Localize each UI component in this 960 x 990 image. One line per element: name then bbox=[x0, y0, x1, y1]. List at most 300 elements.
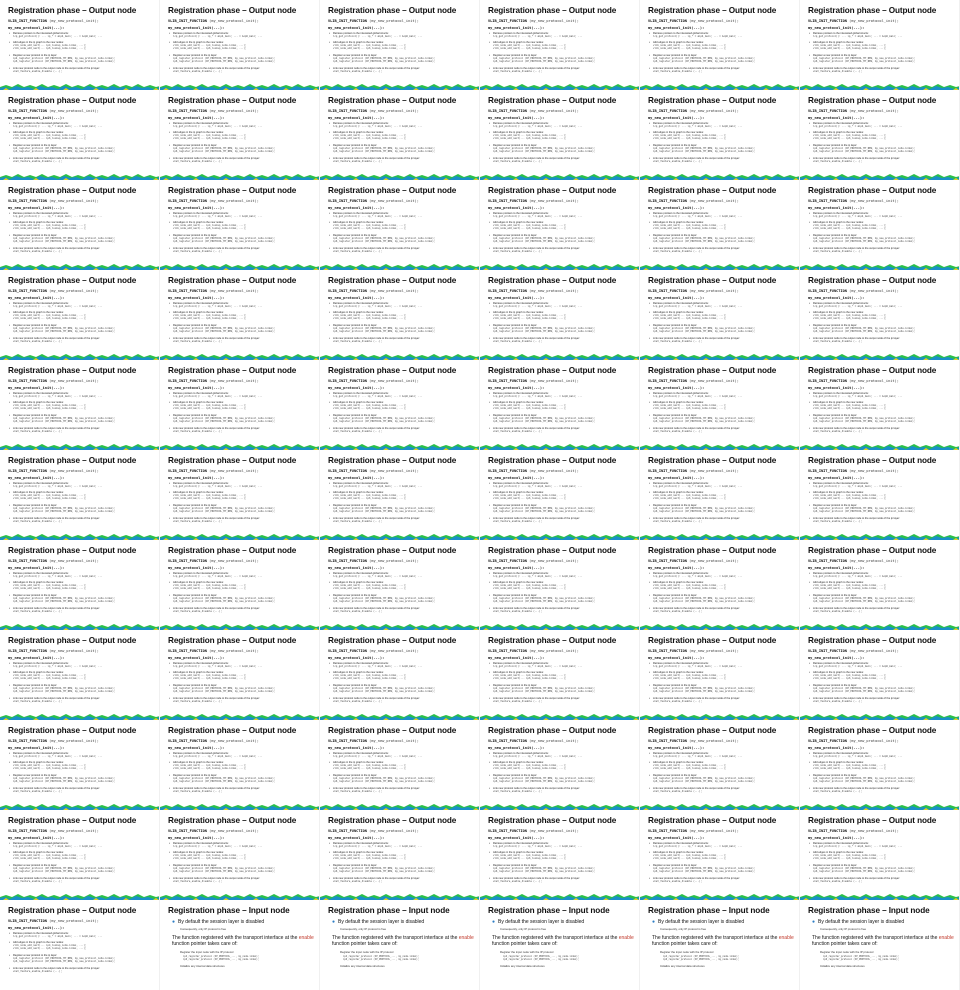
code-line: vlib_node_add_next(... ip4_lookup_node.index, ...); bbox=[493, 584, 567, 588]
bullet-register-protocol bbox=[493, 594, 633, 603]
slide-output-node[interactable] bbox=[0, 360, 160, 450]
bullet-text: Register a new protocol to the ip layer: bbox=[493, 414, 538, 417]
slide-output-node[interactable] bbox=[800, 180, 960, 270]
bullet-link-output bbox=[13, 967, 153, 973]
bullet-retrieve-pointers bbox=[813, 482, 953, 488]
bullet-add-edges bbox=[13, 131, 153, 140]
slide-title: Registration phase – Output node bbox=[168, 6, 297, 15]
slide-output-node[interactable] bbox=[800, 810, 960, 900]
slide-output-node[interactable] bbox=[640, 360, 800, 450]
bullet-register-protocol bbox=[13, 504, 153, 513]
slide-output-node[interactable] bbox=[160, 360, 320, 450]
slide-input-node[interactable] bbox=[800, 900, 960, 990]
slide-output-node[interactable] bbox=[640, 270, 800, 360]
code-line: vlib_node_add_next(... ip4_lookup_node.index, ...); bbox=[813, 404, 887, 408]
slide-output-node[interactable] bbox=[320, 450, 480, 540]
bullet-text: Add edges in the ip graph to the new nodes: bbox=[493, 581, 544, 584]
bullet-add-edges bbox=[173, 491, 313, 500]
bullet-add-edges bbox=[493, 491, 633, 500]
init-macro bbox=[328, 649, 419, 653]
bullet-text: Add edges in the ip graph to the new nodes: bbox=[173, 581, 224, 584]
slide-output-node[interactable] bbox=[480, 180, 640, 270]
bullet-text: Link new protocol node to the output node to the output node of the ip layer: bbox=[173, 67, 260, 70]
slide-output-node[interactable] bbox=[480, 810, 640, 900]
code-line: vlib_node_add_next(... ip6_lookup_node.index, ...); bbox=[493, 47, 567, 51]
slide-output-node[interactable] bbox=[800, 90, 960, 180]
init-macro-name: VLIB_INIT_FUNCTION bbox=[328, 19, 367, 23]
slide-title: Registration phase – Output node bbox=[8, 6, 137, 15]
slide-output-node[interactable] bbox=[160, 0, 320, 90]
bullet-link-output bbox=[813, 607, 953, 613]
init-function-name: my_new_protocol_init(...): bbox=[488, 26, 545, 30]
code-block bbox=[183, 955, 259, 961]
slide-output-node[interactable] bbox=[160, 90, 320, 180]
init-macro-arg: (my_new_protocol_init); bbox=[369, 379, 419, 383]
slide-output-node[interactable] bbox=[640, 90, 800, 180]
code-line: vlib_node_add_next(... ip4_lookup_node.index, ...); bbox=[13, 494, 87, 498]
init-macro-arg: (my_new_protocol_init); bbox=[49, 919, 99, 923]
init-function-name: my_new_protocol_init(...): bbox=[328, 296, 385, 300]
slide-title: Registration phase – Output node bbox=[488, 816, 617, 825]
bullet-link-output bbox=[493, 877, 633, 883]
code-line: vlib_node_add_next(... ip6_lookup_node.index, ...); bbox=[493, 767, 567, 771]
code-line: ip4_register_protocol (IP_PROTOCOL_..., my_node.index); bbox=[663, 955, 740, 958]
bullet-register-protocol bbox=[653, 504, 793, 513]
slide-title: Registration phase – Output node bbox=[488, 6, 617, 15]
bullet-add-edges bbox=[333, 401, 473, 410]
slide-output-node[interactable] bbox=[480, 0, 640, 90]
init-function-name: my_new_protocol_init(...): bbox=[808, 566, 865, 570]
bullet-text: Register a new protocol to the ip layer: bbox=[173, 684, 218, 687]
slide-output-node[interactable] bbox=[320, 630, 480, 720]
code-line: vlib_node_add_next(... ip4_lookup_node.index, ...); bbox=[13, 584, 87, 588]
bullet-register-protocol bbox=[13, 774, 153, 783]
slide-output-node[interactable] bbox=[640, 180, 800, 270]
bullet-text: Add edges in the ip graph to the new nodes: bbox=[493, 311, 544, 314]
code-line: ip6_register_protocol (IP_PROTOCOL_MY_NEW, my_new_protocol_node.index); bbox=[493, 60, 596, 64]
slide-output-node[interactable] bbox=[800, 360, 960, 450]
slide-output-node[interactable] bbox=[160, 270, 320, 360]
slide-output-node[interactable] bbox=[0, 270, 160, 360]
code-line: ip6_register_protocol (IP_PROTOCOL_MY_NEW, my_new_protocol_node.index); bbox=[13, 60, 116, 64]
slide-output-node[interactable] bbox=[160, 810, 320, 900]
bullet-retrieve-pointers bbox=[653, 392, 793, 398]
init-macro-name: VLIB_INIT_FUNCTION bbox=[808, 199, 847, 203]
slide-title: Registration phase – Output node bbox=[488, 96, 617, 105]
slide-output-node[interactable] bbox=[800, 630, 960, 720]
init-macro-name: VLIB_INIT_FUNCTION bbox=[488, 379, 527, 383]
bullet-text: Link new protocol node to the output node to the output node of the ip layer: bbox=[813, 517, 900, 520]
init-macro-name: VLIB_INIT_FUNCTION bbox=[488, 559, 527, 563]
code-line: ip6_register_protocol (IP_PROTOCOL_MY_NEW, my_new_protocol_node.index); bbox=[813, 780, 916, 784]
init-macro bbox=[648, 289, 739, 293]
code-line: vlib_node_add_next(... ip6_lookup_node.index, ...); bbox=[813, 857, 887, 861]
init-function-name: my_new_protocol_init(...): bbox=[648, 836, 705, 840]
init-macro-arg: (my_new_protocol_init); bbox=[49, 469, 99, 473]
code-line: ip6_register_protocol (IP_PROTOCOL_MY_NEW, my_new_protocol_node.index); bbox=[173, 420, 276, 424]
slide-input-node[interactable] bbox=[640, 900, 800, 990]
init-macro bbox=[808, 199, 899, 203]
init-function-name: my_new_protocol_init(...): bbox=[168, 566, 225, 570]
code-line: ip4_register_protocol (IP_PROTOCOL_MY_NEW, my_new_protocol_node.index); bbox=[493, 867, 596, 871]
init-macro-name: VLIB_INIT_FUNCTION bbox=[488, 739, 527, 743]
bullet-text: Register a new protocol to the ip layer: bbox=[333, 504, 378, 507]
init-function-name: my_new_protocol_init(...): bbox=[808, 836, 865, 840]
code-line: vlib_node_add_next(... ip6_lookup_node.index, ...); bbox=[173, 407, 247, 411]
code-line: ip4_register_protocol (IP_PROTOCOL_MY_NEW, my_new_protocol_node.index); bbox=[813, 867, 916, 871]
init-function-name: my_new_protocol_init(...): bbox=[488, 566, 545, 570]
slide-output-node[interactable] bbox=[0, 0, 160, 90]
init-function-name: my_new_protocol_init(...): bbox=[648, 386, 705, 390]
init-macro-arg: (my_new_protocol_init); bbox=[849, 829, 899, 833]
init-macro-name: VLIB_INIT_FUNCTION bbox=[328, 739, 367, 743]
init-function-name: my_new_protocol_init(...): bbox=[488, 656, 545, 660]
code-line: lcp_get_protocol(): ... ip_* = &ip4_main; ... = &ip6_main; ... bbox=[813, 845, 903, 849]
slide-output-node[interactable] bbox=[0, 450, 160, 540]
slide-output-node[interactable] bbox=[160, 630, 320, 720]
slide-input-node[interactable] bbox=[160, 900, 320, 990]
bullet-retrieve-pointers bbox=[333, 842, 473, 848]
bullet-text: Retrieve pointers to the interested global structs: bbox=[813, 392, 869, 395]
code-line: vlib_node_add_next(... ip6_lookup_node.index, ...); bbox=[813, 47, 887, 51]
bullet-text: Add edges in the ip graph to the new nodes: bbox=[493, 221, 544, 224]
slide-output-node[interactable] bbox=[0, 630, 160, 720]
slide-output-node[interactable] bbox=[800, 270, 960, 360]
init-macro-name: VLIB_INIT_FUNCTION bbox=[328, 379, 367, 383]
code-line: ip4_register_protocol (IP_PROTOCOL_MY_NEW, my_new_protocol_node.index); bbox=[493, 687, 596, 691]
slide-output-node[interactable] bbox=[320, 540, 480, 630]
init-macro-name: VLIB_INIT_FUNCTION bbox=[648, 829, 687, 833]
bullet-link-output bbox=[493, 337, 633, 343]
bullet-text: Link new protocol node to the output node to the output node of the ip layer: bbox=[333, 247, 420, 250]
slide-output-node[interactable] bbox=[0, 810, 160, 900]
bullet-link-output bbox=[173, 877, 313, 883]
code-line: ip6_register_protocol (IP_PROTOCOL_MY_NEW, my_new_protocol_node.index); bbox=[813, 420, 916, 424]
bullet-retrieve-pointers bbox=[653, 32, 793, 38]
init-macro-arg: (my_new_protocol_init); bbox=[529, 829, 579, 833]
slide-output-node[interactable] bbox=[800, 450, 960, 540]
bullet-register-protocol bbox=[333, 594, 473, 603]
code-line: lcp_get_protocol(): ... ip_* = &ip4_main; ... = &ip6_main; ... bbox=[13, 35, 103, 39]
code-line: vlib_node_add_next(... ip6_lookup_node.index, ...); bbox=[173, 497, 247, 501]
code-line: vnet_feature_enable_disable (...); bbox=[333, 430, 382, 434]
code-line: ip6_register_protocol (IP_PROTOCOL_MY_NEW, my_new_protocol_node.index); bbox=[813, 330, 916, 334]
bullet-text: Add edges in the ip graph to the new nodes: bbox=[653, 671, 704, 674]
bullet-retrieve-pointers bbox=[493, 122, 633, 128]
slide-input-node[interactable] bbox=[320, 900, 480, 990]
slide-output-node[interactable] bbox=[320, 90, 480, 180]
slide-output-node[interactable] bbox=[640, 720, 800, 810]
init-macro-arg: (my_new_protocol_init); bbox=[369, 559, 419, 563]
slide-title: Registration phase – Output node bbox=[8, 906, 137, 915]
code-line: vnet_feature_enable_disable (...); bbox=[653, 790, 702, 794]
code-line: lcp_get_protocol(): ... ip_* = &ip4_main; ... = &ip6_main; ... bbox=[173, 755, 263, 759]
bullet-text: Link new protocol node to the output node to the output node of the ip layer: bbox=[13, 427, 100, 430]
slide-output-node[interactable] bbox=[640, 0, 800, 90]
bullet-add-edges bbox=[493, 761, 633, 770]
bullet-text: Retrieve pointers to the interested global structs: bbox=[493, 392, 549, 395]
slide-output-node[interactable] bbox=[800, 0, 960, 90]
code-line: vlib_node_add_next(... ip4_lookup_node.index, ...); bbox=[13, 764, 87, 768]
init-macro-name: VLIB_INIT_FUNCTION bbox=[648, 469, 687, 473]
bullet-link-output bbox=[813, 67, 953, 73]
slide-output-node[interactable] bbox=[0, 900, 160, 990]
bullet-text: Register a new protocol to the ip layer: bbox=[653, 504, 698, 507]
slide-output-node[interactable] bbox=[0, 540, 160, 630]
bullet-text: Retrieve pointers to the interested global structs: bbox=[173, 482, 229, 485]
slide-output-node[interactable] bbox=[800, 720, 960, 810]
init-macro-arg: (my_new_protocol_init); bbox=[529, 109, 579, 113]
code-line: ip6_register_protocol (IP_PROTOCOL_MY_NEW, my_new_protocol_node.index); bbox=[13, 960, 116, 964]
code-line: ip6_register_protocol (IP_PROTOCOL_MY_NEW, my_new_protocol_node.index); bbox=[653, 600, 756, 604]
code-line: vlib_node_add_next(... ip6_lookup_node.index, ...); bbox=[173, 47, 247, 51]
init-macro bbox=[488, 379, 579, 383]
code-line: vlib_node_add_next(... ip4_lookup_node.index, ...); bbox=[13, 404, 87, 408]
bullet-text: Link new protocol node to the output node to the output node of the ip layer: bbox=[333, 607, 420, 610]
slide-output-node[interactable] bbox=[320, 720, 480, 810]
code-line: vlib_node_add_next(... ip4_lookup_node.index, ...); bbox=[653, 674, 727, 678]
bullet-register-protocol bbox=[173, 414, 313, 423]
code-line: ip4_register_protocol (IP_PROTOCOL_MY_NEW, my_new_protocol_node.index); bbox=[493, 507, 596, 511]
slide-output-node[interactable] bbox=[480, 540, 640, 630]
bullet-text: Retrieve pointers to the interested global structs: bbox=[653, 752, 709, 755]
slide-output-node[interactable] bbox=[0, 180, 160, 270]
bullet-retrieve-pointers bbox=[13, 572, 153, 578]
bullet-retrieve-pointers bbox=[493, 302, 633, 308]
slide-output-node[interactable] bbox=[320, 810, 480, 900]
bullet-text: Register a new protocol to the ip layer: bbox=[13, 684, 58, 687]
bullet-text: Retrieve pointers to the interested global structs: bbox=[333, 752, 389, 755]
slide-title: Registration phase – Output node bbox=[808, 816, 937, 825]
code-line: lcp_get_protocol(): ... ip_* = &ip4_main; ... = &ip6_main; ... bbox=[653, 215, 743, 219]
bullet-text: Add edges in the ip graph to the new nodes: bbox=[493, 491, 544, 494]
code-line: vlib_node_add_next(... ip6_lookup_node.index, ...); bbox=[493, 497, 567, 501]
code-line: vlib_node_add_next(... ip4_lookup_node.index, ...); bbox=[333, 44, 407, 48]
code-line: vlib_node_add_next(... ip4_lookup_node.index, ...); bbox=[653, 134, 727, 138]
bullet-session-layer bbox=[172, 919, 264, 925]
slide-title: Registration phase – Output node bbox=[8, 96, 137, 105]
bullet-link-output bbox=[493, 607, 633, 613]
code-line: vnet_feature_enable_disable (...); bbox=[493, 520, 542, 524]
code-line: vlib_node_add_next(... ip4_lookup_node.index, ...); bbox=[813, 764, 887, 768]
init-macro bbox=[808, 829, 899, 833]
sub-bullet: Consequently, only IP protocol is free bbox=[500, 927, 547, 931]
slide-output-node[interactable] bbox=[640, 810, 800, 900]
bullet-register-protocol bbox=[13, 864, 153, 873]
code-line: vlib_node_add_next(... ip6_lookup_node.index, ...); bbox=[173, 587, 247, 591]
bullet-text: Register a new protocol to the ip layer: bbox=[493, 144, 538, 147]
code-line: vlib_node_add_next(... ip4_lookup_node.index, ...); bbox=[493, 224, 567, 228]
code-line: vlib_node_add_next(... ip4_lookup_node.index, ...); bbox=[813, 224, 887, 228]
code-line: ip4_register_protocol (IP_PROTOCOL_MY_NEW, my_new_protocol_node.index); bbox=[173, 57, 276, 61]
bullet-retrieve-pointers bbox=[813, 32, 953, 38]
bullet-text: Add edges in the ip graph to the new nodes: bbox=[333, 491, 384, 494]
bullet-add-edges bbox=[813, 581, 953, 590]
bullet-register-protocol bbox=[13, 324, 153, 333]
bullet-text: Register a new protocol to the ip layer: bbox=[13, 774, 58, 777]
bullet-text: Retrieve pointers to the interested global structs: bbox=[173, 302, 229, 305]
init-macro-name: VLIB_INIT_FUNCTION bbox=[8, 199, 47, 203]
bullet-retrieve-pointers bbox=[173, 32, 313, 38]
code-line: vlib_node_add_next(... ip6_lookup_node.index, ...); bbox=[493, 677, 567, 681]
bullet-retrieve-pointers bbox=[13, 752, 153, 758]
init-macro-arg: (my_new_protocol_init); bbox=[209, 379, 259, 383]
bullet-retrieve-pointers bbox=[493, 212, 633, 218]
bullet-add-edges bbox=[813, 221, 953, 230]
code-line: vnet_feature_enable_disable (...); bbox=[13, 70, 62, 74]
code-line: ip4_register_protocol (IP_PROTOCOL_MY_NEW, my_new_protocol_node.index); bbox=[493, 237, 596, 241]
slide-output-node[interactable] bbox=[160, 180, 320, 270]
slide-output-node[interactable] bbox=[480, 360, 640, 450]
bullet-text: Register a new protocol to the ip layer: bbox=[813, 864, 858, 867]
slide-output-node[interactable] bbox=[800, 540, 960, 630]
init-macro bbox=[328, 199, 419, 203]
code-line: lcp_get_protocol(): ... ip_* = &ip4_main; ... = &ip6_main; ... bbox=[13, 575, 103, 579]
slide-output-node[interactable] bbox=[320, 270, 480, 360]
bullet-text: Add edges in the ip graph to the new nodes: bbox=[13, 851, 64, 854]
bullet-link-output bbox=[333, 877, 473, 883]
bullet-text: Link new protocol node to the output node to the output node of the ip layer: bbox=[653, 247, 740, 250]
bullet-retrieve-pointers bbox=[333, 482, 473, 488]
bullet-retrieve-pointers bbox=[493, 752, 633, 758]
code-line: lcp_get_protocol(): ... ip_* = &ip4_main; ... = &ip6_main; ... bbox=[333, 35, 423, 39]
init-macro-arg: (my_new_protocol_init); bbox=[529, 19, 579, 23]
slide-output-node[interactable] bbox=[320, 180, 480, 270]
bullet-text: Retrieve pointers to the interested global structs: bbox=[653, 572, 709, 575]
slide-output-node[interactable] bbox=[320, 0, 480, 90]
init-macro bbox=[488, 289, 579, 293]
slide-output-node[interactable] bbox=[480, 270, 640, 360]
init-function-name: my_new_protocol_init(...): bbox=[168, 296, 225, 300]
bullet-register-protocol bbox=[813, 774, 953, 783]
init-macro bbox=[328, 469, 419, 473]
code-line: lcp_get_protocol(): ... ip_* = &ip4_main; ... = &ip6_main; ... bbox=[813, 485, 903, 489]
slide-output-node[interactable] bbox=[160, 720, 320, 810]
bullet-link-output bbox=[13, 607, 153, 613]
code-line: ip4_register_protocol (IP_PROTOCOL_MY_NEW, my_new_protocol_node.index); bbox=[13, 237, 116, 241]
code-line: vnet_feature_enable_disable (...); bbox=[493, 430, 542, 434]
slide-output-node[interactable] bbox=[480, 630, 640, 720]
bullet-text: Link new protocol node to the output node to the output node of the ip layer: bbox=[13, 517, 100, 520]
slide-output-node[interactable] bbox=[0, 720, 160, 810]
init-macro-name: VLIB_INIT_FUNCTION bbox=[808, 829, 847, 833]
code-line: lcp_get_protocol(): ... ip_* = &ip4_main; ... = &ip6_main; ... bbox=[13, 125, 103, 129]
bullet-register-protocol bbox=[13, 234, 153, 243]
slide-output-node[interactable] bbox=[480, 90, 640, 180]
bullet-text: Link new protocol node to the output node to the output node of the ip layer: bbox=[653, 517, 740, 520]
bullet-text: Retrieve pointers to the interested global structs: bbox=[13, 122, 69, 125]
slide-output-node[interactable] bbox=[480, 720, 640, 810]
bullet-retrieve-pointers bbox=[813, 212, 953, 218]
init-macro-arg: (my_new_protocol_init); bbox=[49, 289, 99, 293]
code-line: vlib_node_add_next(... ip4_lookup_node.index, ...); bbox=[333, 314, 407, 318]
slide-output-node[interactable] bbox=[480, 450, 640, 540]
init-function-name: my_new_protocol_init(...): bbox=[168, 836, 225, 840]
code-line: lcp_get_protocol(): ... ip_* = &ip4_main; ... = &ip6_main; ... bbox=[333, 125, 423, 129]
bullet-text: Retrieve pointers to the interested global structs: bbox=[13, 482, 69, 485]
slide-title: Registration phase – Output node bbox=[328, 96, 457, 105]
bullet-text: Register a new protocol to the ip layer: bbox=[653, 684, 698, 687]
bullet-text: Retrieve pointers to the interested global structs: bbox=[813, 32, 869, 35]
bullet-text: Retrieve pointers to the interested global structs: bbox=[173, 572, 229, 575]
init-macro-name: VLIB_INIT_FUNCTION bbox=[488, 829, 527, 833]
init-function-name: my_new_protocol_init(...): bbox=[808, 656, 865, 660]
bullet-text: Retrieve pointers to the interested global structs: bbox=[493, 752, 549, 755]
sub-bullet: Consequently, only IP protocol is free bbox=[180, 927, 227, 931]
slide-output-node[interactable] bbox=[160, 450, 320, 540]
bullet-register-protocol bbox=[813, 234, 953, 243]
bullet-text: Add edges in the ip graph to the new nodes: bbox=[333, 131, 384, 134]
code-line: vnet_feature_enable_disable (...); bbox=[13, 160, 62, 164]
init-macro bbox=[168, 559, 259, 563]
init-macro-arg: (my_new_protocol_init); bbox=[369, 19, 419, 23]
bullet-text: Retrieve pointers to the interested global structs: bbox=[173, 212, 229, 215]
code-line: ip6_register_protocol (IP_PROTOCOL_MY_NEW, my_new_protocol_node.index); bbox=[813, 870, 916, 874]
bullet-text: Add edges in the ip graph to the new nodes: bbox=[333, 311, 384, 314]
code-line: vnet_feature_enable_disable (...); bbox=[13, 880, 62, 884]
slide-output-node[interactable] bbox=[640, 540, 800, 630]
code-line: vlib_node_add_next(... ip4_lookup_node.index, ...); bbox=[173, 404, 247, 408]
code-line: vnet_feature_enable_disable (...); bbox=[653, 160, 702, 164]
bullet-text: Link new protocol node to the output node to the output node of the ip layer: bbox=[813, 427, 900, 430]
bullet-retrieve-pointers bbox=[813, 302, 953, 308]
init-macro-name: VLIB_INIT_FUNCTION bbox=[168, 649, 207, 653]
code-line: ip4_register_protocol (IP_PROTOCOL_MY_NEW, my_new_protocol_node.index); bbox=[173, 597, 276, 601]
slide-output-node[interactable] bbox=[640, 630, 800, 720]
init-function-name: my_new_protocol_init(...): bbox=[488, 206, 545, 210]
bullet-text: Register a new protocol to the ip layer: bbox=[13, 54, 58, 57]
init-macro bbox=[808, 289, 899, 293]
bullet-add-edges bbox=[493, 41, 633, 50]
code-line: ip6_register_protocol (IP_PROTOCOL_MY_NEW, my_new_protocol_node.index); bbox=[813, 240, 916, 244]
init-macro bbox=[328, 289, 419, 293]
code-line: ip4_register_protocol (IP_PROTOCOL_MY_NEW, my_new_protocol_node.index); bbox=[13, 957, 116, 961]
init-macro-name: VLIB_INIT_FUNCTION bbox=[168, 379, 207, 383]
bullet-text: Retrieve pointers to the interested global structs: bbox=[493, 122, 549, 125]
slide-output-node[interactable] bbox=[0, 90, 160, 180]
slide-output-node[interactable] bbox=[160, 540, 320, 630]
bullet-highlight: enable bbox=[778, 935, 794, 941]
bullet-session-layer bbox=[492, 919, 584, 925]
code-line: ip4_register_protocol (IP_PROTOCOL_MY_NEW, my_new_protocol_node.index); bbox=[333, 327, 436, 331]
bullet-text: Link new protocol node to the output node to the output node of the ip layer: bbox=[813, 607, 900, 610]
bullet-text: Retrieve pointers to the interested global structs: bbox=[493, 212, 549, 215]
code-line: ip4_register_protocol (IP_PROTOCOL_MY_NEW, my_new_protocol_node.index); bbox=[653, 687, 756, 691]
bullet-text: Retrieve pointers to the interested global structs: bbox=[813, 662, 869, 665]
bullet-link-output bbox=[13, 67, 153, 73]
slide-output-node[interactable] bbox=[640, 450, 800, 540]
bullet-link-output bbox=[813, 157, 953, 163]
code-line: ip4_register_protocol (IP_PROTOCOL_MY_NEW, my_new_protocol_node.index); bbox=[13, 597, 116, 601]
code-line: lcp_get_protocol(): ... ip_* = &ip4_main; ... = &ip6_main; ... bbox=[813, 215, 903, 219]
code-line: ip4_register_protocol (IP_PROTOCOL_MY_NEW, my_new_protocol_node.index); bbox=[653, 777, 756, 781]
init-macro-arg: (my_new_protocol_init); bbox=[529, 559, 579, 563]
init-macro-name: VLIB_INIT_FUNCTION bbox=[488, 649, 527, 653]
bullet-text: Register a new protocol to the ip layer: bbox=[173, 234, 218, 237]
bullet-add-edges bbox=[173, 581, 313, 590]
bullet-register-protocol bbox=[173, 324, 313, 333]
bullet-add-edges bbox=[653, 401, 793, 410]
code-line: vlib_node_add_next(... ip6_lookup_node.index, ...); bbox=[333, 677, 407, 681]
slide-input-node[interactable] bbox=[480, 900, 640, 990]
code-line: ip4_register_protocol (IP_PROTOCOL_MY_NEW, my_new_protocol_node.index); bbox=[173, 777, 276, 781]
init-function-name: my_new_protocol_init(...): bbox=[168, 656, 225, 660]
slide-output-node[interactable] bbox=[320, 360, 480, 450]
code-line: vlib_node_add_next(... ip4_lookup_node.index, ...); bbox=[333, 674, 407, 678]
bullet-add-edges bbox=[173, 851, 313, 860]
sub-bullet: Register the input node with the IP protocol bbox=[180, 950, 234, 954]
code-line: vlib_node_add_next(... ip4_lookup_node.index, ...); bbox=[653, 584, 727, 588]
